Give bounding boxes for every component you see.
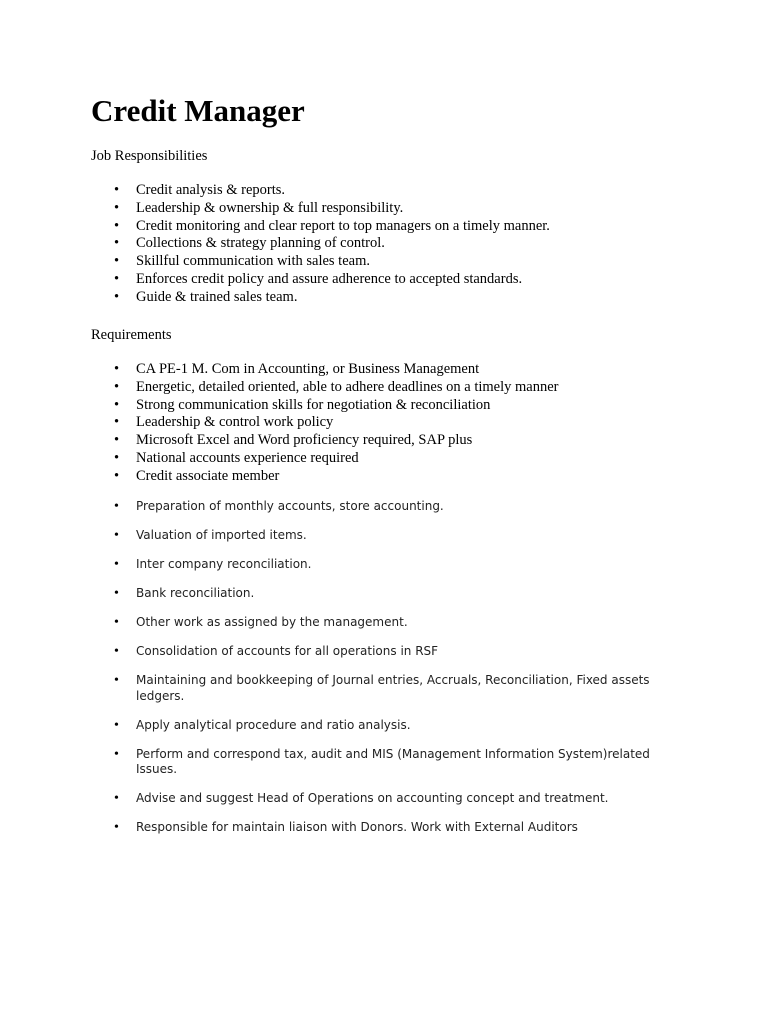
list-item (91, 361, 558, 379)
duties-list (91, 499, 691, 849)
list-item (91, 450, 558, 468)
list-item (91, 235, 550, 253)
duty-text: Valuation of imported items. (136, 528, 307, 542)
responsibility-text: Enforces credit policy and assure adherence to accepted standards. (136, 270, 523, 287)
bullet-icon: • (114, 414, 120, 431)
duty-text: Other work as assigned by the management. (136, 615, 408, 629)
duty-text: Responsible for maintain liaison with Donors. Work with External Auditors (136, 820, 578, 834)
list-item (91, 586, 691, 602)
responsibility-text: Credit analysis & reports. (136, 182, 286, 198)
list-item (91, 182, 550, 200)
bullet-icon: • (114, 396, 120, 413)
requirements-list (91, 361, 558, 486)
bullet-icon: • (114, 615, 119, 630)
list-item (91, 557, 691, 573)
list-item (91, 615, 691, 631)
bullet-icon: • (114, 528, 119, 543)
bullet-icon: • (114, 467, 120, 484)
bullet-icon: • (114, 644, 119, 659)
list-item (91, 218, 550, 236)
list-item (91, 432, 558, 450)
requirement-text: CA PE-1 M. Com in Accounting, or Business Management (136, 361, 480, 377)
bullet-icon: • (114, 586, 119, 601)
bullet-icon: • (114, 217, 120, 234)
bullet-icon: • (114, 378, 120, 395)
list-item (91, 289, 550, 307)
requirement-text: National accounts experience required (136, 449, 359, 466)
list-item (91, 271, 550, 289)
bullet-icon: • (114, 717, 119, 733)
bullet-icon: • (114, 499, 119, 514)
duty-text: Preparation of monthly accounts, store accounting. (136, 499, 444, 513)
requirement-text: Strong communication skills for negotiation & reconciliation (136, 396, 491, 413)
bullet-icon: • (114, 253, 120, 270)
page-title: Credit Manager (91, 93, 305, 128)
bullet-icon: • (114, 199, 120, 216)
list-item (91, 791, 691, 807)
bullet-icon: • (114, 432, 120, 449)
list-item (91, 379, 558, 397)
list-item (91, 499, 691, 515)
list-item (91, 644, 691, 660)
bullet-icon: • (114, 820, 119, 835)
list-item (91, 528, 691, 544)
bullet-icon: • (114, 449, 120, 466)
list-item (91, 673, 691, 704)
duty-text: Maintaining and bookkeeping of Journal entries, Accruals, Reconciliation, Fixed assets ledgers. (136, 673, 650, 703)
responsibility-text: Skillful communication with sales team. (136, 253, 370, 270)
duty-text: Consolidation of accounts for all operations in RSF (136, 644, 439, 658)
responsibilities-list (91, 182, 550, 307)
list-item (91, 200, 550, 218)
responsibility-text: Collections & strategy planning of control. (136, 235, 385, 252)
bullet-icon: • (114, 557, 119, 572)
duty-text: Apply analytical procedure and ratio analysis. (136, 717, 411, 732)
list-item (91, 718, 691, 734)
list-item (91, 397, 558, 415)
bullet-icon: • (114, 673, 119, 688)
bullet-icon: • (114, 361, 120, 377)
responsibility-text: Leadership & ownership & full responsibility. (136, 199, 404, 216)
bullet-icon: • (114, 746, 119, 762)
requirements-heading: Requirements (91, 327, 172, 343)
bullet-icon: • (114, 791, 119, 806)
responsibility-text: Credit monitoring and clear report to top managers on a timely manner. (136, 217, 550, 234)
list-item (91, 468, 558, 486)
requirement-text: Microsoft Excel and Word proficiency required, SAP plus (136, 432, 473, 449)
bullet-icon: • (114, 288, 120, 305)
duty-text: Perform and correspond tax, audit and MIS (Management Information System)related Issues. (136, 746, 650, 776)
list-item (91, 414, 558, 432)
requirement-text: Energetic, detailed oriented, able to adhere deadlines on a timely manner (136, 378, 559, 395)
list-item (91, 747, 691, 778)
list-item (91, 820, 691, 836)
list-item (91, 253, 550, 271)
responsibility-text: Guide & trained sales team. (136, 288, 298, 305)
requirement-text: Leadership & control work policy (136, 414, 334, 431)
duty-text: Bank reconciliation. (136, 586, 255, 600)
duty-text: Advise and suggest Head of Operations on accounting concept and treatment. (136, 791, 609, 805)
bullet-icon: • (114, 182, 120, 198)
responsibilities-heading: Job Responsibilities (91, 148, 208, 164)
bullet-icon: • (114, 270, 120, 287)
bullet-icon: • (114, 235, 120, 252)
duty-text: Inter company reconciliation. (136, 557, 312, 571)
requirement-text: Credit associate member (136, 467, 280, 484)
